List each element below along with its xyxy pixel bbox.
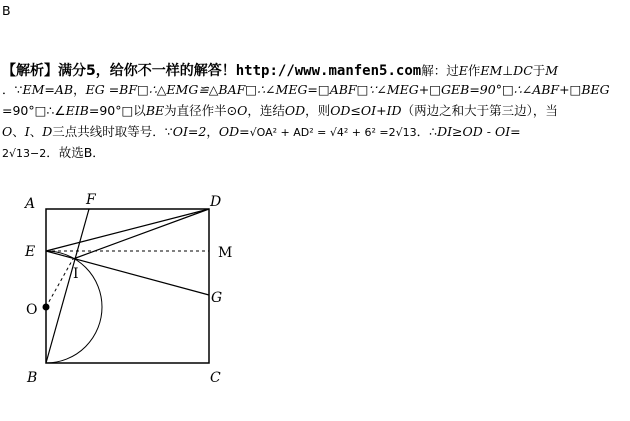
point-o: O bbox=[2, 124, 13, 139]
point-o: O bbox=[237, 103, 248, 118]
line-bf bbox=[46, 209, 89, 363]
solution-text: □∴△EMG≌△BAF□∴∠MEG=□ABF□∵∠MEG+□GEB=90°□∴∠ABF+□BEG bbox=[137, 82, 610, 97]
solution-text: 、 bbox=[29, 124, 43, 139]
analysis-tag: 【解析】 bbox=[2, 63, 58, 79]
solution-text: ，则 bbox=[305, 103, 331, 118]
angle-eib: EIB bbox=[65, 103, 89, 118]
point-d: D bbox=[42, 124, 53, 139]
label-d: D bbox=[210, 194, 222, 210]
equation-oi: OI=2 bbox=[172, 124, 207, 139]
circle-symbol: ⊙ bbox=[226, 103, 238, 118]
segment-od: OD bbox=[284, 103, 306, 118]
equation-od: OD= bbox=[218, 124, 250, 139]
equation-em-ab: EM=AB bbox=[22, 82, 74, 97]
label-a: A bbox=[25, 196, 36, 212]
point-e: E bbox=[458, 63, 468, 78]
label-m: M bbox=[218, 245, 233, 261]
solution-text: ．∴ bbox=[416, 124, 438, 139]
solution-text: 三点共线时取等号．∵ bbox=[52, 124, 173, 139]
solution-text: ．故选B． bbox=[46, 145, 105, 160]
answer-letter: B bbox=[2, 3, 11, 18]
line-ed bbox=[46, 209, 209, 251]
point-m: M bbox=[545, 63, 559, 78]
perp-symbol: ⊥ bbox=[502, 63, 514, 78]
equation-eg-bf: EG =BF bbox=[85, 82, 138, 97]
solution-text: ， bbox=[73, 82, 86, 97]
solution-text: （两边之和大于第三边），当 bbox=[401, 103, 558, 118]
segment-dc: DC bbox=[513, 63, 533, 78]
because-symbol: ∵ bbox=[14, 82, 23, 97]
solution-text: 作 bbox=[467, 63, 481, 78]
od-expression: √OA² + AD² = √4² + 6² =2√13 bbox=[249, 126, 417, 139]
label-e: E bbox=[25, 244, 36, 260]
solution-text: ， bbox=[206, 124, 219, 139]
label-i: I bbox=[73, 266, 79, 282]
answer-expression: 2√13−2 bbox=[2, 147, 47, 160]
label-g: G bbox=[211, 290, 223, 306]
solution-text: ． bbox=[2, 82, 15, 97]
label-o: O bbox=[26, 302, 38, 318]
inequality: OD≤OI+ID bbox=[330, 103, 402, 118]
solution-text: =90°□∴∠ bbox=[2, 103, 66, 118]
site-url[interactable]: http://www.manfen5.com bbox=[235, 63, 422, 79]
label-c: C bbox=[210, 370, 221, 386]
equation-di: DI≥OD - OI= bbox=[437, 124, 521, 139]
solution-text: 为直径作半 bbox=[164, 103, 227, 118]
solution-text: =90°□以 bbox=[88, 103, 146, 118]
point-o-dot bbox=[43, 304, 50, 311]
line-eg bbox=[46, 251, 209, 295]
point-i: I bbox=[24, 124, 30, 139]
line-id bbox=[73, 209, 209, 259]
label-b: B bbox=[27, 370, 38, 386]
solution-text: 解：过 bbox=[421, 63, 459, 78]
solution-text: ，连结 bbox=[247, 103, 285, 118]
solution-text: 于 bbox=[532, 63, 546, 78]
label-f: F bbox=[86, 192, 96, 208]
solution-text: 、 bbox=[12, 124, 25, 139]
segment-em: EM bbox=[480, 63, 503, 78]
score-banner: 满分5，给你不一样的解答！ bbox=[58, 63, 236, 79]
square-abcd bbox=[46, 209, 209, 363]
segment-be: BE bbox=[145, 103, 165, 118]
